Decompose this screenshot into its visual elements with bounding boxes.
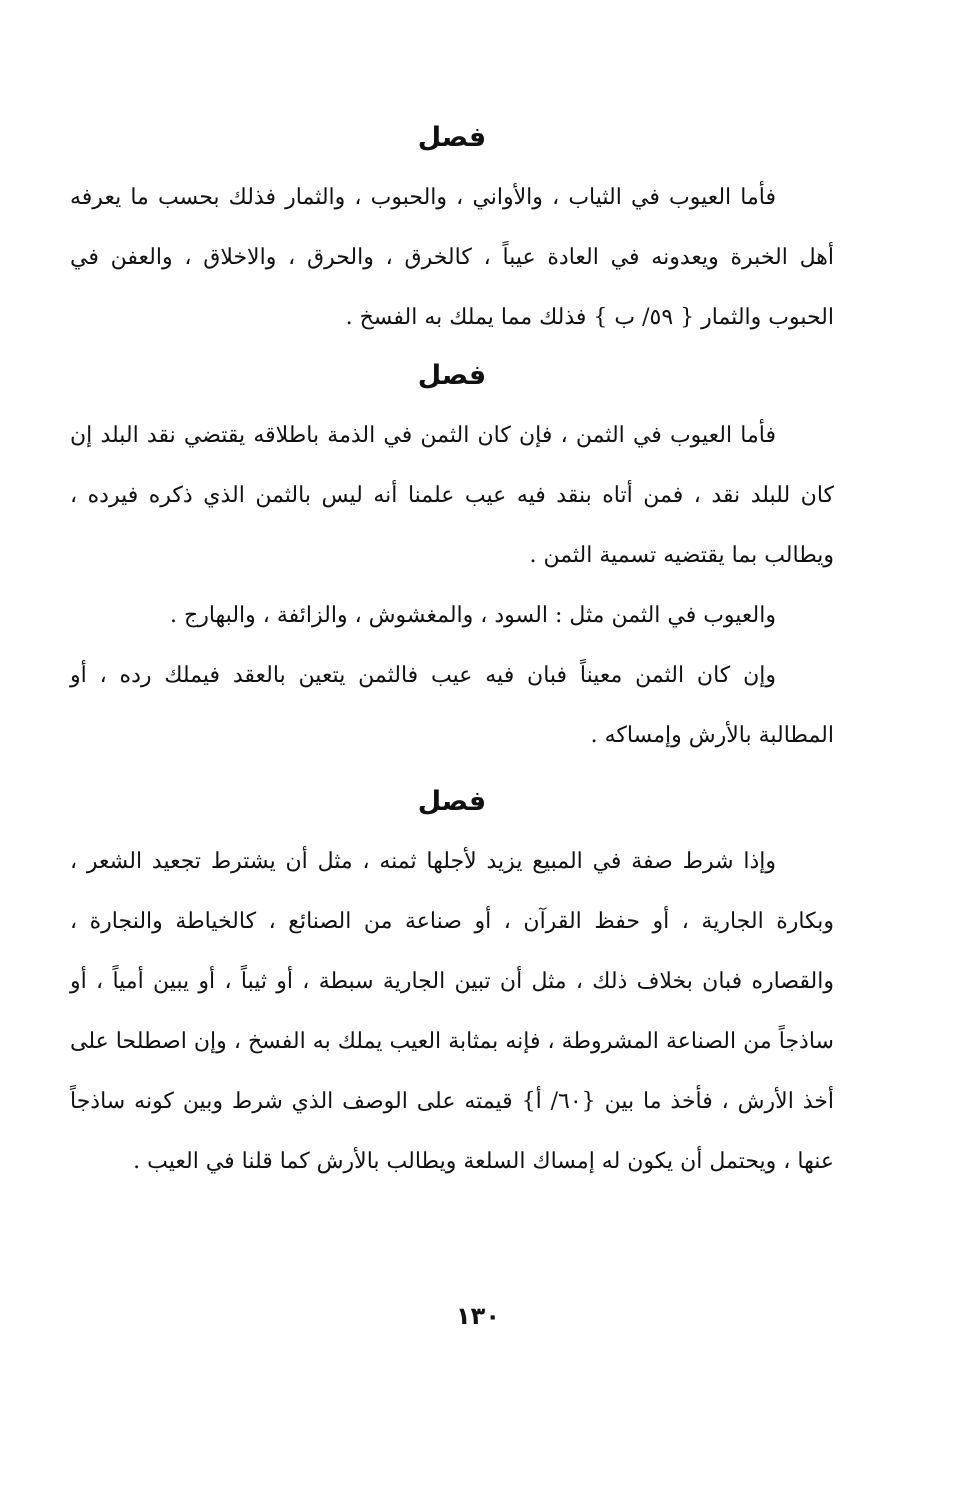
- page-content: [70, 118, 834, 1192]
- section-3-heading: فصل: [417, 786, 487, 817]
- section-2-heading: فصل: [417, 360, 487, 391]
- section-2-paragraph-1: فأما العيوب في الثمن ، فإن كان الثمن في الذمة باطلاقه يقتضي نقد البلد إن كان للبلد نقد ، فمن أتاه بنقد فيه عيب علمنا أنه ليس بالثمن الذي ذكره فيرده ، ويطالب بما يقتضيه تسمية الثمن .: [70, 423, 834, 568]
- section-2-paragraph-2: والعيوب في الثمن مثل : السود ، والمغشوش ، والزائفة ، والبهارج .: [170, 603, 776, 628]
- section-3-paragraph-1: وإذا شرط صفة في المبيع يزيد لأجلها ثمنه ، مثل أن يشترط تجعيد الشعر ، وبكارة الجارية ، أو حفظ القرآن ، أو صناعة من الصنائع ، كالخياطة والنجارة ، والقصاره فبان بخلاف ذلك ، مثل أن تبين الجارية سبطة ، أو ثيباً ، أو يبين أمياً ، أو ساذجاً من الصناعة المشروطة ، فإنه بمثابة العيب يملك به الفسخ ، وإن اصطلحا على أخذ الأرش ، فأخذ ما بين {٦٠/ أ} قيمته على الوصف الذي شرط وبين كونه ساذجاً عنها ، ويحتمل أن يكون له إمساك السلعة ويطالب بالأرش كما قلنا في العيب .: [70, 849, 834, 1174]
- section-2-paragraph-3: وإن كان الثمن معيناً فبان فيه عيب فالثمن يتعين بالعقد فيملك رده ، أو المطالبة بالأرش وإمساكه .: [70, 663, 834, 748]
- page-number: ١٣٠: [456, 1302, 500, 1330]
- section-1-paragraph-1: فأما العيوب في الثياب ، والأواني ، والحبوب ، والثمار فذلك بحسب ما يعرفه أهل الخبرة ويعدونه في العادة عيباً ، كالخرق ، والحرق ، والاخلاق ، والعفن في الحبوب والثمار { ٥٩/ ب } فذلك مما يملك به الفسخ .: [70, 185, 834, 330]
- section-1-heading: فصل: [417, 122, 487, 153]
